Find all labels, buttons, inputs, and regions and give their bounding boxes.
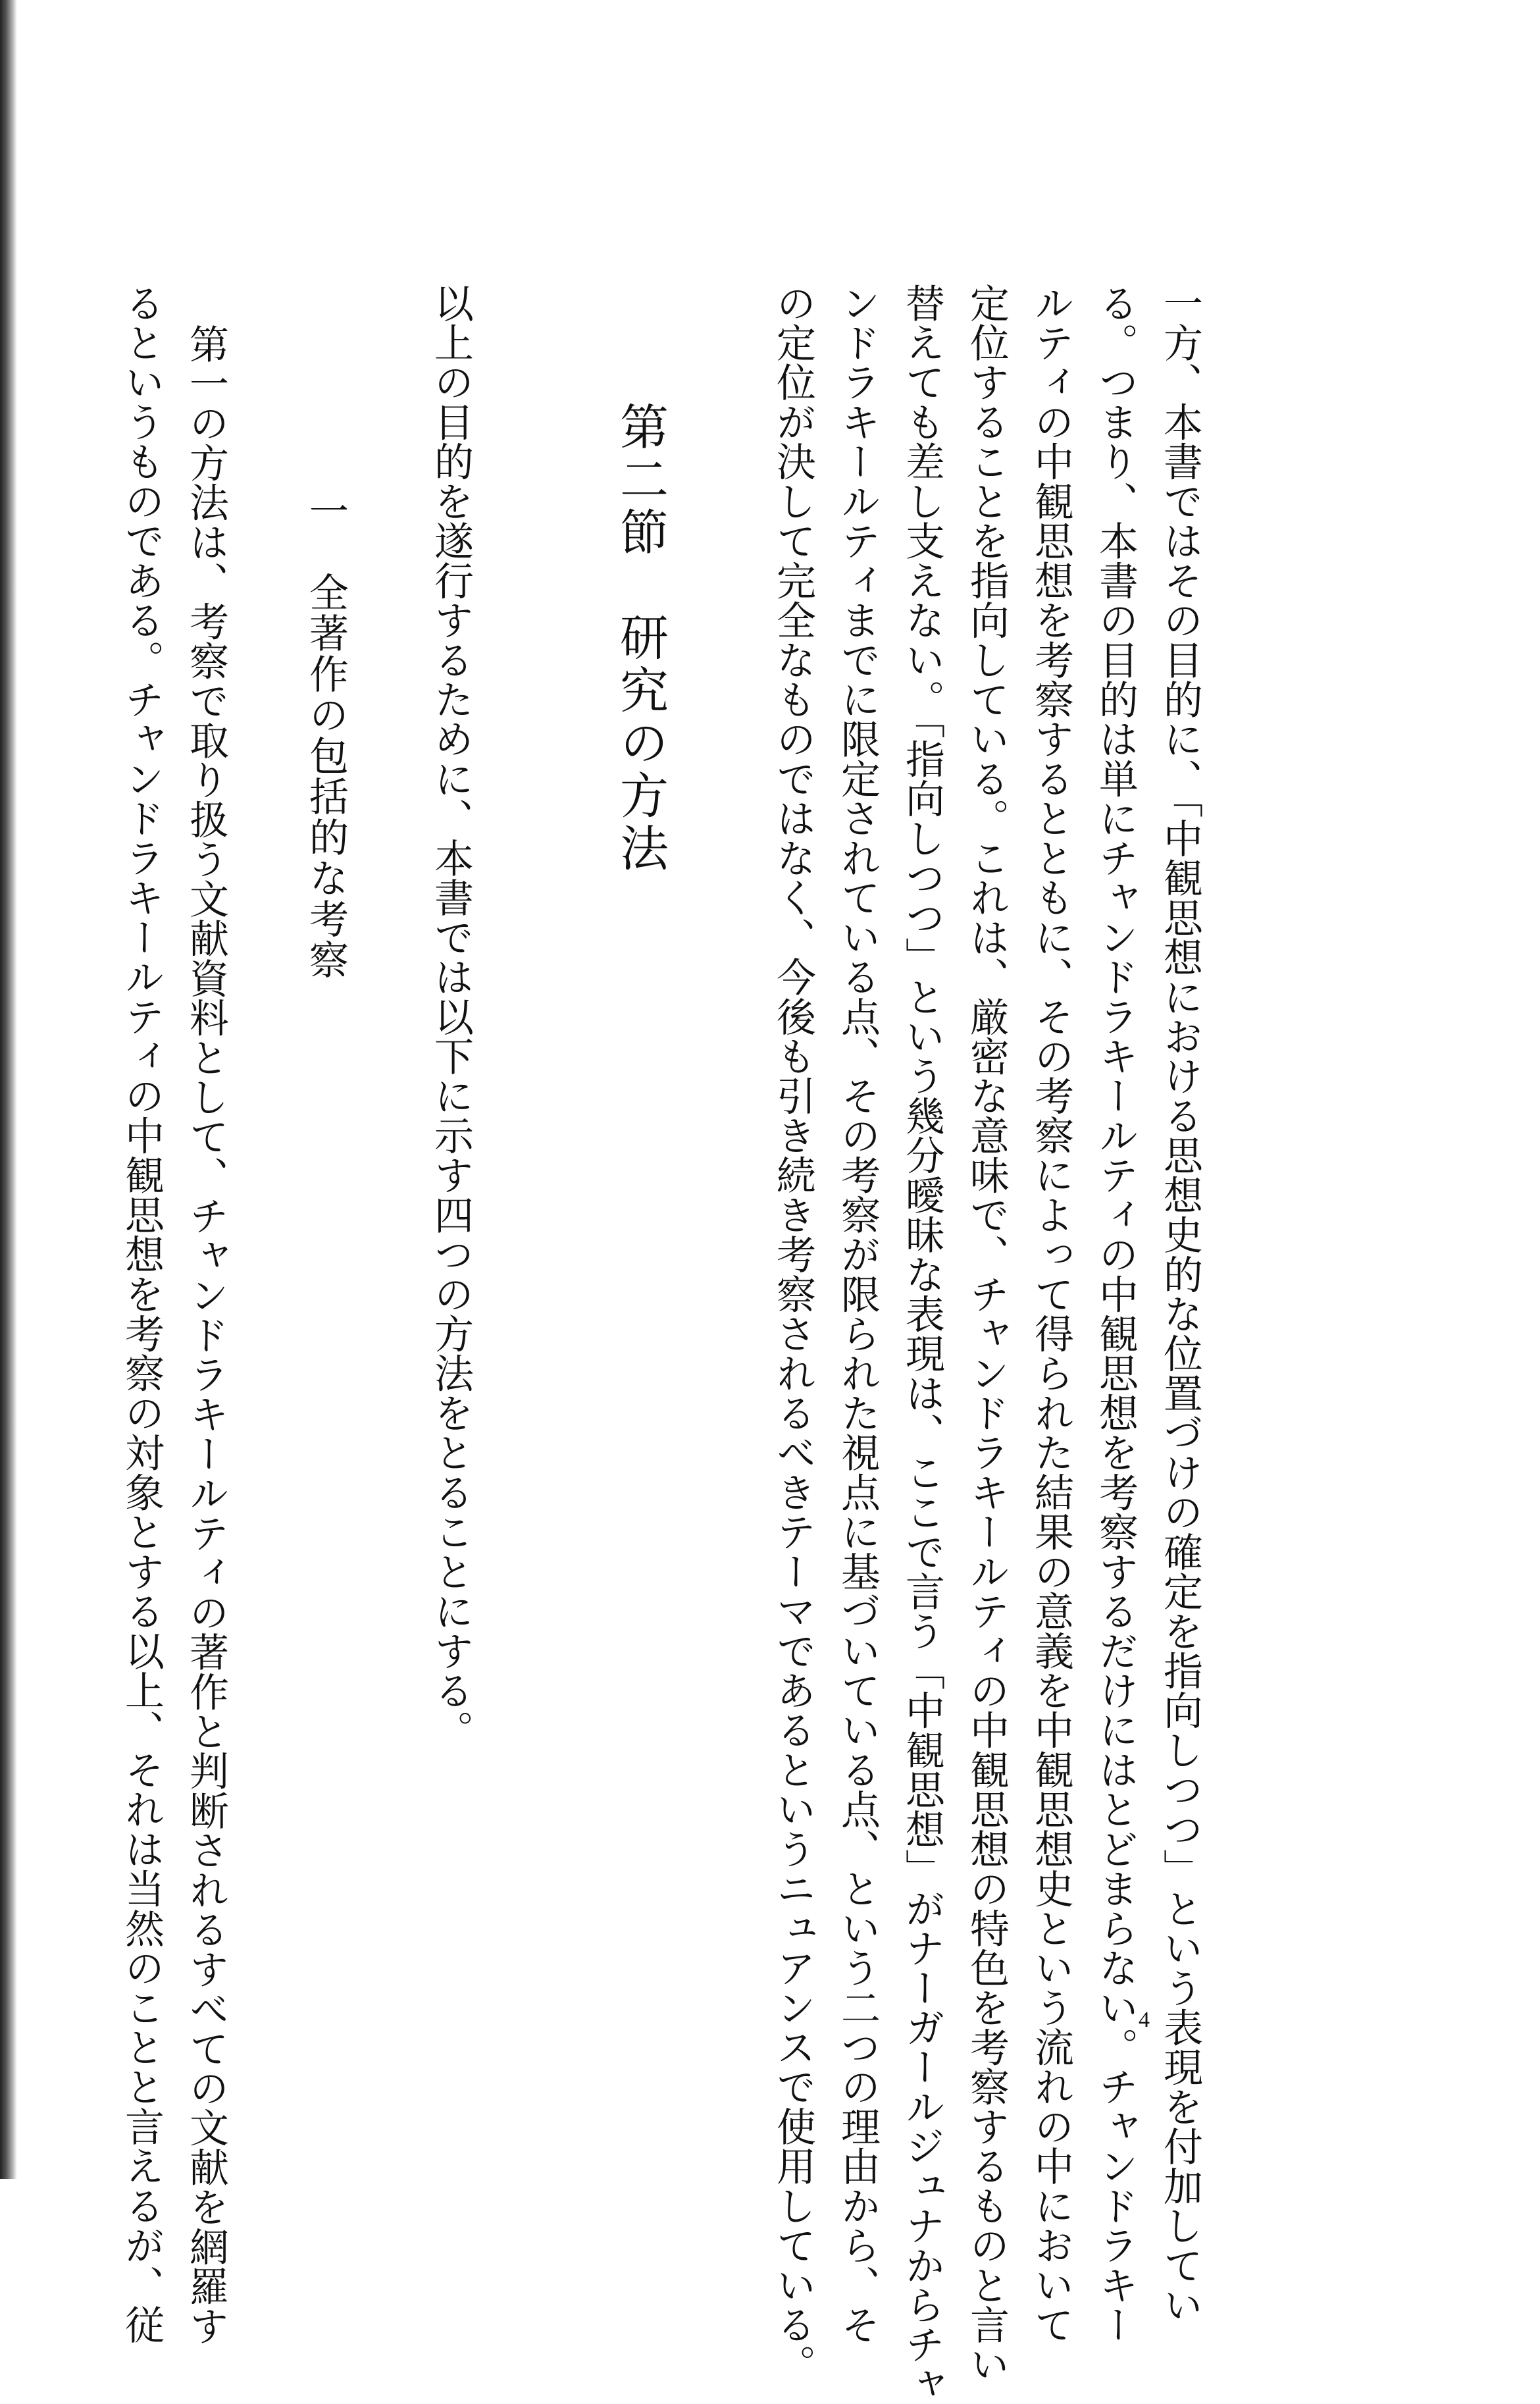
paragraph-1-line-2: る。つまり、本書の目的は単にチャンドラキールティの中観思想を考察するだけにはとどまらない。チャンドラキー [1092,283,1139,2345]
paragraph-1-line-3: ルティの中観思想を考察するとともに、その考察によって得られた結果の意義を中観思想史という流れの中において [1028,283,1074,2345]
paragraph-2-line-2: るというものである。チャンドラキールティの中観思想を考察の対象とする以上、それは当然のことと言えるが、従 [118,283,165,2345]
paragraph-1-line-1: 一方、本書ではその目的に、「中観思想における思想史的な位置づけの確定を指向しつつ」という表現を付加してい [1157,283,1203,2325]
page-number: 4 [1139,2008,1150,2032]
subsection-heading: 一 全著作の包括的な考察 [303,490,349,980]
paragraph-1-line-6: ンドラキールティまでに限定されている点、その考察が限られた視点に基づいている点、という二つの理由から、そ [834,283,881,2345]
scan-edge-shadow [0,0,17,2179]
intro-line: 以上の目的を遂行するために、本書では以下に示す四つの方法をとることにする。 [428,283,474,1750]
section-heading: 第二節 研究の方法 [612,402,669,875]
paragraph-1-line-5: 替えても差し支えない。「指向しつつ」という幾分曖昧な表現は、ここで言う「中観思想」がナーガールジュナからチャ [899,283,945,2404]
paragraph-2-line-1: 第一の方法は、考察で取り扱う文献資料として、チャンドラキールティの著作と判断されるすべての文献を網羅す [183,324,229,2346]
paragraph-1-line-7: の定位が決して完全なものではなく、今後も引き続き考察されるべきテーマであるというニュアンスで使用している。 [770,283,816,2384]
paragraph-1-line-4: 定位することを指向している。これは、厳密な意味で、チャンドラキールティの中観思想の特色を考察するものと言い [963,283,1010,2384]
